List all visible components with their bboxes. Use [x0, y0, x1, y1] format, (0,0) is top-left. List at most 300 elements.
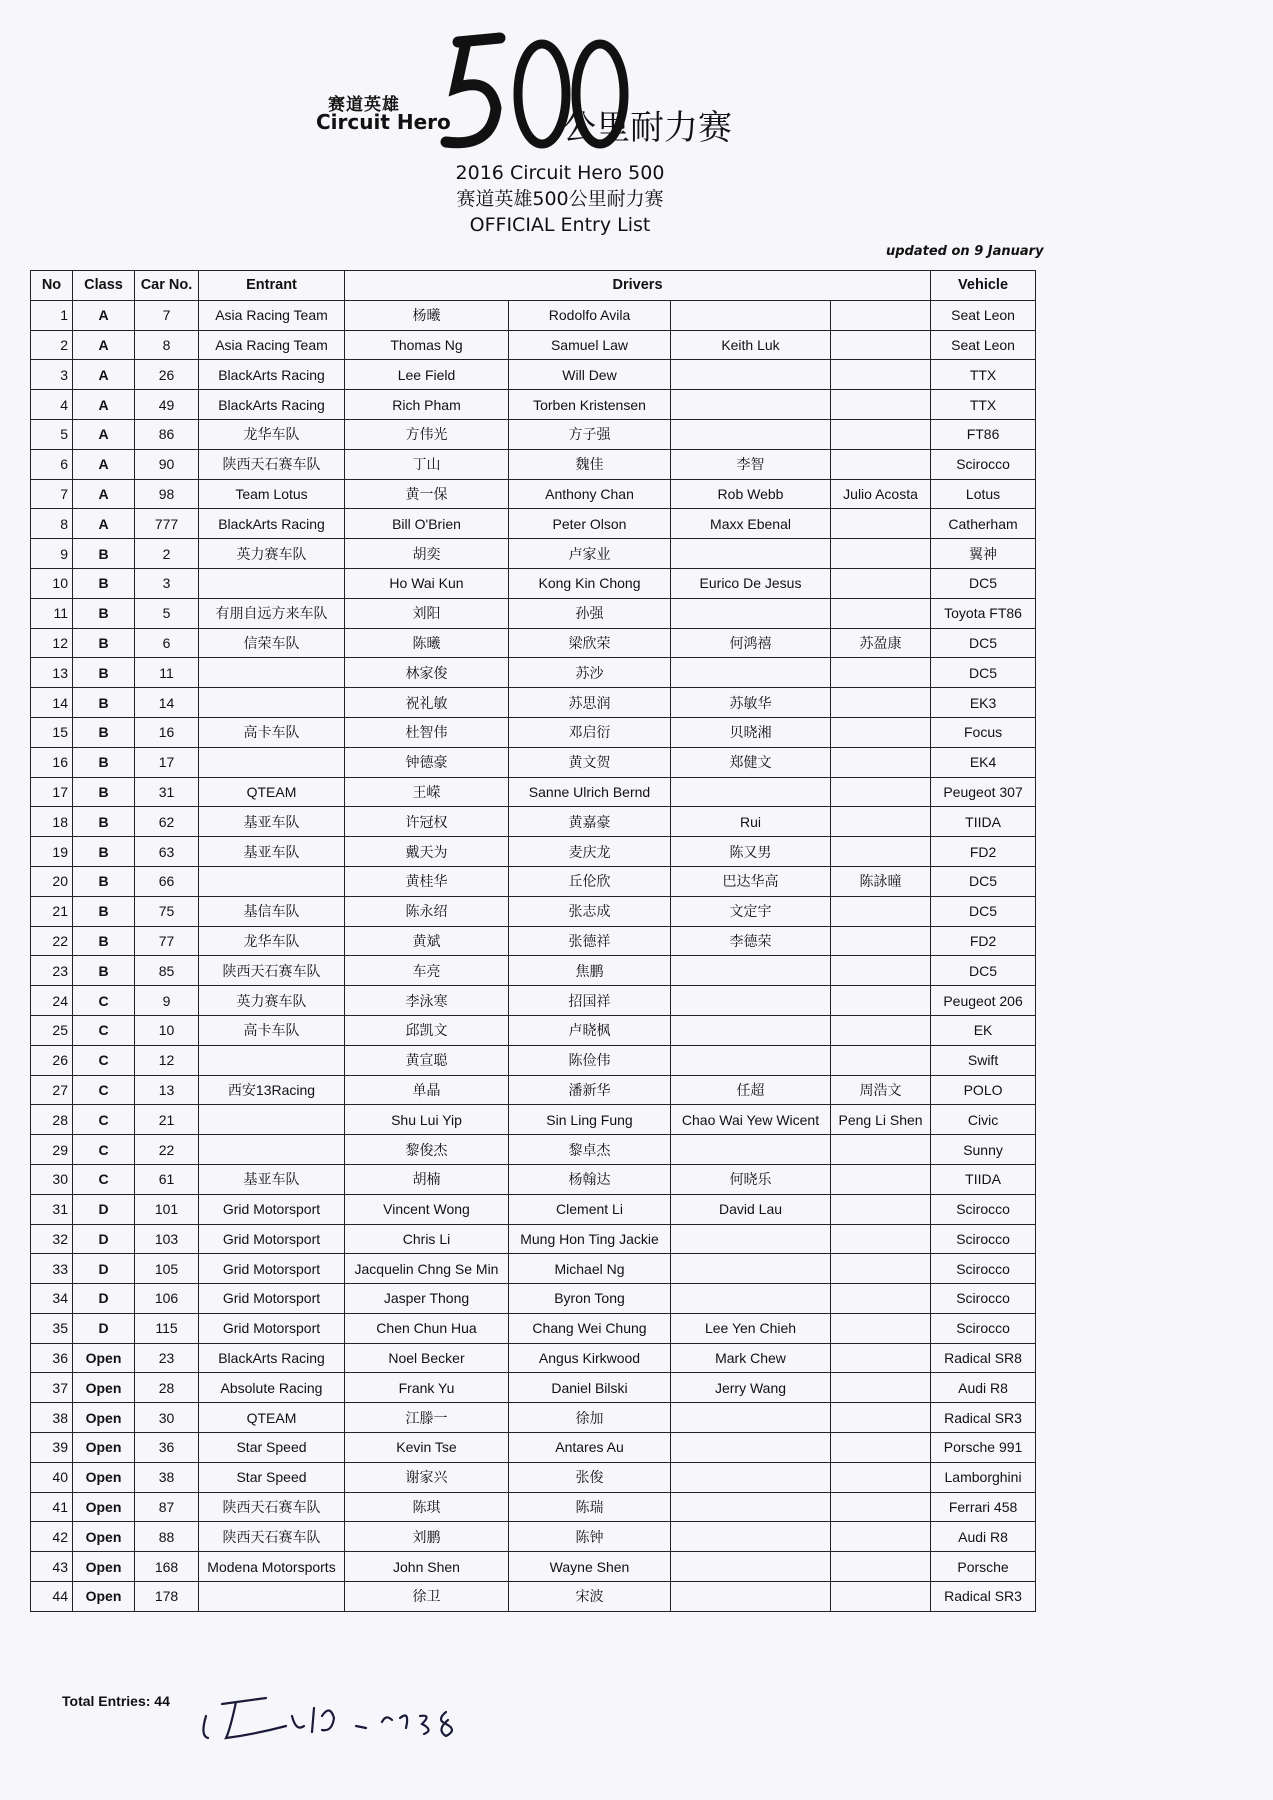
table-row — [31, 1105, 1036, 1135]
cell-driver-1: Bill O'Brien — [345, 509, 509, 539]
cell-car-no: 77 — [135, 926, 199, 956]
cell-vehicle: Civic — [931, 1105, 1036, 1135]
cell-driver-3: 巴达华高 — [671, 866, 831, 896]
cell-class: D — [73, 1313, 135, 1343]
cell-no: 4 — [31, 390, 73, 420]
cell-driver-4 — [831, 539, 931, 569]
cell-vehicle: Peugeot 206 — [931, 986, 1036, 1016]
cell-class: Open — [73, 1462, 135, 1492]
cell-no: 7 — [31, 479, 73, 509]
cell-no: 28 — [31, 1105, 73, 1135]
cell-driver-3: Mark Chew — [671, 1343, 831, 1373]
cell-driver-3: 李德荣 — [671, 926, 831, 956]
cell-car-no: 63 — [135, 837, 199, 867]
table-row — [31, 1582, 1036, 1612]
cell-driver-4 — [831, 568, 931, 598]
cell-entrant: Grid Motorsport — [199, 1224, 345, 1254]
cell-driver-4 — [831, 1045, 931, 1075]
table-row — [31, 1313, 1036, 1343]
cell-driver-1: 陈永绍 — [345, 896, 509, 926]
cell-driver-3: 李智 — [671, 449, 831, 479]
cell-class: A — [73, 449, 135, 479]
cell-class: C — [73, 1135, 135, 1165]
cell-vehicle: Seat Leon — [931, 330, 1036, 360]
cell-driver-2: 黄文贺 — [509, 747, 671, 777]
cell-driver-4 — [831, 1462, 931, 1492]
cell-entrant: Absolute Racing — [199, 1373, 345, 1403]
cell-no: 40 — [31, 1462, 73, 1492]
cell-driver-1: Jasper Thong — [345, 1284, 509, 1314]
cell-driver-4: Julio Acosta — [831, 479, 931, 509]
cell-driver-2: Chang Wei Chung — [509, 1313, 671, 1343]
cell-driver-4 — [831, 449, 931, 479]
cell-driver-3 — [671, 986, 831, 1016]
table-row — [31, 777, 1036, 807]
document-heading — [360, 160, 760, 238]
cell-entrant: 陕西天石赛车队 — [199, 1492, 345, 1522]
cell-car-no: 9 — [135, 986, 199, 1016]
cell-class: Open — [73, 1492, 135, 1522]
cell-car-no: 12 — [135, 1045, 199, 1075]
cell-car-no: 30 — [135, 1403, 199, 1433]
cell-driver-3: 何鸿禧 — [671, 628, 831, 658]
table-row — [31, 688, 1036, 718]
cell-driver-4 — [831, 1492, 931, 1522]
cell-car-no: 28 — [135, 1373, 199, 1403]
cell-class: B — [73, 539, 135, 569]
cell-driver-4 — [831, 419, 931, 449]
cell-entrant: 基信车队 — [199, 896, 345, 926]
cell-driver-2: 丘伦欣 — [509, 866, 671, 896]
cell-entrant: 英力赛车队 — [199, 986, 345, 1016]
cell-car-no: 49 — [135, 390, 199, 420]
header-drivers: Drivers — [345, 271, 931, 301]
cell-no: 5 — [31, 419, 73, 449]
cell-driver-1: 钟德豪 — [345, 747, 509, 777]
cell-entrant: 基亚车队 — [199, 1164, 345, 1194]
cell-car-no: 14 — [135, 688, 199, 718]
cell-entrant: 高卡车队 — [199, 717, 345, 747]
cell-class: B — [73, 568, 135, 598]
cell-no: 39 — [31, 1433, 73, 1463]
cell-driver-4 — [831, 986, 931, 1016]
total-entries: Total Entries: 44 — [62, 1693, 170, 1709]
cell-driver-4 — [831, 777, 931, 807]
cell-entrant: BlackArts Racing — [199, 360, 345, 390]
cell-driver-3: 任超 — [671, 1075, 831, 1105]
cell-car-no: 98 — [135, 479, 199, 509]
cell-car-no: 101 — [135, 1194, 199, 1224]
cell-driver-4 — [831, 1343, 931, 1373]
cell-driver-4: 陈詠曈 — [831, 866, 931, 896]
cell-vehicle: Audi R8 — [931, 1522, 1036, 1552]
cell-no: 8 — [31, 509, 73, 539]
cell-car-no: 178 — [135, 1582, 199, 1612]
cell-class: D — [73, 1254, 135, 1284]
cell-class: C — [73, 1105, 135, 1135]
cell-entrant: 基亚车队 — [199, 807, 345, 837]
cell-car-no: 21 — [135, 1105, 199, 1135]
table-row — [31, 1403, 1036, 1433]
title-entry-list: OFFICIAL Entry List — [469, 214, 651, 236]
cell-vehicle: Scirocco — [931, 1224, 1036, 1254]
cell-no: 16 — [31, 747, 73, 777]
cell-car-no: 75 — [135, 896, 199, 926]
cell-driver-4 — [831, 837, 931, 867]
cell-driver-3 — [671, 1403, 831, 1433]
cell-driver-4 — [831, 390, 931, 420]
cell-driver-4 — [831, 1254, 931, 1284]
cell-no: 12 — [31, 628, 73, 658]
table-row — [31, 300, 1036, 330]
table-row — [31, 568, 1036, 598]
cell-car-no: 26 — [135, 360, 199, 390]
cell-driver-4 — [831, 598, 931, 628]
cell-driver-2: 张志成 — [509, 896, 671, 926]
cell-no: 37 — [31, 1373, 73, 1403]
cell-driver-1: Thomas Ng — [345, 330, 509, 360]
table-row — [31, 419, 1036, 449]
cell-class: Open — [73, 1433, 135, 1463]
cell-driver-3 — [671, 777, 831, 807]
cell-vehicle: TIIDA — [931, 1164, 1036, 1194]
cell-class: C — [73, 1164, 135, 1194]
table-row — [31, 717, 1036, 747]
cell-no: 3 — [31, 360, 73, 390]
cell-car-no: 17 — [135, 747, 199, 777]
cell-driver-1: Jacquelin Chng Se Min — [345, 1254, 509, 1284]
cell-vehicle: DC5 — [931, 866, 1036, 896]
cell-driver-4: 苏盈康 — [831, 628, 931, 658]
cell-driver-1: 胡楠 — [345, 1164, 509, 1194]
table-row — [31, 598, 1036, 628]
cell-no: 11 — [31, 598, 73, 628]
cell-entrant: BlackArts Racing — [199, 390, 345, 420]
cell-driver-1: Shu Lui Yip — [345, 1105, 509, 1135]
cell-driver-1: 徐卫 — [345, 1582, 509, 1612]
cell-driver-3 — [671, 956, 831, 986]
cell-vehicle: DC5 — [931, 568, 1036, 598]
entry-list-table — [30, 270, 1036, 1612]
cell-driver-2: 方子强 — [509, 419, 671, 449]
cell-no: 2 — [31, 330, 73, 360]
cell-driver-3 — [671, 1224, 831, 1254]
table-row — [31, 1135, 1036, 1165]
cell-no: 6 — [31, 449, 73, 479]
cell-entrant: Grid Motorsport — [199, 1254, 345, 1284]
cell-vehicle: POLO — [931, 1075, 1036, 1105]
cell-entrant: 基亚车队 — [199, 837, 345, 867]
cell-driver-1: Chris Li — [345, 1224, 509, 1254]
table-row — [31, 658, 1036, 688]
cell-driver-1: 王嵘 — [345, 777, 509, 807]
cell-vehicle: Porsche — [931, 1552, 1036, 1582]
cell-entrant — [199, 1105, 345, 1135]
cell-driver-4 — [831, 1284, 931, 1314]
cell-driver-4 — [831, 330, 931, 360]
cell-entrant — [199, 1045, 345, 1075]
cell-driver-2: Mung Hon Ting Jackie — [509, 1224, 671, 1254]
title-english: 2016 Circuit Hero 500 — [455, 162, 665, 184]
table-row — [31, 1194, 1036, 1224]
table-row — [31, 1522, 1036, 1552]
cell-vehicle: Radical SR3 — [931, 1403, 1036, 1433]
cell-driver-2: 陈钟 — [509, 1522, 671, 1552]
cell-driver-4 — [831, 1194, 931, 1224]
cell-driver-2: 苏沙 — [509, 658, 671, 688]
cell-driver-1: 李泳寒 — [345, 986, 509, 1016]
cell-entrant: Modena Motorsports — [199, 1552, 345, 1582]
cell-driver-2: 徐加 — [509, 1403, 671, 1433]
cell-class: B — [73, 658, 135, 688]
table-row — [31, 1284, 1036, 1314]
cell-class: B — [73, 956, 135, 986]
cell-driver-3: David Lau — [671, 1194, 831, 1224]
cell-driver-2: 潘新华 — [509, 1075, 671, 1105]
cell-vehicle: Focus — [931, 717, 1036, 747]
cell-driver-3 — [671, 1462, 831, 1492]
cell-driver-3 — [671, 360, 831, 390]
cell-car-no: 36 — [135, 1433, 199, 1463]
cell-class: B — [73, 777, 135, 807]
cell-driver-1: 黄宣聪 — [345, 1045, 509, 1075]
cell-vehicle: EK3 — [931, 688, 1036, 718]
cell-driver-2: Samuel Law — [509, 330, 671, 360]
cell-driver-4 — [831, 717, 931, 747]
cell-driver-1: Rich Pham — [345, 390, 509, 420]
header-vehicle: Vehicle — [931, 271, 1036, 301]
cell-vehicle: EK4 — [931, 747, 1036, 777]
cell-driver-2: 梁欣荣 — [509, 628, 671, 658]
cell-driver-3 — [671, 1284, 831, 1314]
title-chinese: 赛道英雄500公里耐力赛 — [456, 188, 664, 210]
cell-car-no: 90 — [135, 449, 199, 479]
cell-driver-2: 孙强 — [509, 598, 671, 628]
table-row — [31, 1552, 1036, 1582]
cell-no: 19 — [31, 837, 73, 867]
cell-vehicle: Seat Leon — [931, 300, 1036, 330]
cell-vehicle: Audi R8 — [931, 1373, 1036, 1403]
cell-driver-2: 张俊 — [509, 1462, 671, 1492]
cell-driver-2: 招国祥 — [509, 986, 671, 1016]
cell-driver-3 — [671, 1582, 831, 1612]
cell-car-no: 168 — [135, 1552, 199, 1582]
cell-driver-4 — [831, 896, 931, 926]
cell-no: 32 — [31, 1224, 73, 1254]
cell-driver-2: Antares Au — [509, 1433, 671, 1463]
cell-class: C — [73, 986, 135, 1016]
cell-driver-1: 刘鹏 — [345, 1522, 509, 1552]
cell-entrant: Team Lotus — [199, 479, 345, 509]
cell-driver-2: Kong Kin Chong — [509, 568, 671, 598]
cell-driver-3 — [671, 1045, 831, 1075]
cell-no: 42 — [31, 1522, 73, 1552]
cell-driver-2: 卢晓枫 — [509, 1015, 671, 1045]
cell-class: B — [73, 896, 135, 926]
cell-driver-4 — [831, 956, 931, 986]
table-row — [31, 1433, 1036, 1463]
cell-vehicle: Radical SR3 — [931, 1582, 1036, 1612]
cell-driver-3 — [671, 1433, 831, 1463]
cell-car-no: 88 — [135, 1522, 199, 1552]
cell-no: 22 — [31, 926, 73, 956]
cell-entrant: 龙华车队 — [199, 926, 345, 956]
cell-driver-4 — [831, 1373, 931, 1403]
cell-driver-1: 杨曦 — [345, 300, 509, 330]
cell-car-no: 3 — [135, 568, 199, 598]
cell-vehicle: Toyota FT86 — [931, 598, 1036, 628]
cell-driver-4 — [831, 1135, 931, 1165]
cell-class: B — [73, 926, 135, 956]
cell-driver-2: Peter Olson — [509, 509, 671, 539]
cell-class: A — [73, 509, 135, 539]
cell-driver-3 — [671, 539, 831, 569]
cell-entrant — [199, 747, 345, 777]
table-row — [31, 1015, 1036, 1045]
cell-driver-1: 黄斌 — [345, 926, 509, 956]
cell-driver-2: 邓启衍 — [509, 717, 671, 747]
updated-date: updated on 9 January — [886, 244, 1044, 259]
cell-car-no: 23 — [135, 1343, 199, 1373]
cell-driver-2: 麦庆龙 — [509, 837, 671, 867]
cell-vehicle: Peugeot 307 — [931, 777, 1036, 807]
cell-entrant: 英力赛车队 — [199, 539, 345, 569]
cell-vehicle: FT86 — [931, 419, 1036, 449]
cell-no: 18 — [31, 807, 73, 837]
cell-vehicle: Scirocco — [931, 1313, 1036, 1343]
table-row — [31, 866, 1036, 896]
cell-driver-1: 林家俊 — [345, 658, 509, 688]
cell-driver-3 — [671, 658, 831, 688]
cell-driver-4 — [831, 926, 931, 956]
cell-entrant: 陕西天石赛车队 — [199, 1522, 345, 1552]
cell-no: 33 — [31, 1254, 73, 1284]
cell-entrant: 陕西天石赛车队 — [199, 449, 345, 479]
table-row — [31, 896, 1036, 926]
cell-class: Open — [73, 1522, 135, 1552]
table-row — [31, 1045, 1036, 1075]
cell-driver-1: 黄桂华 — [345, 866, 509, 896]
cell-class: A — [73, 300, 135, 330]
cell-car-no: 61 — [135, 1164, 199, 1194]
cell-driver-2: Daniel Bilski — [509, 1373, 671, 1403]
cell-vehicle: Scirocco — [931, 1254, 1036, 1284]
table-row — [31, 628, 1036, 658]
cell-class: B — [73, 866, 135, 896]
cell-class: B — [73, 598, 135, 628]
cell-no: 1 — [31, 300, 73, 330]
cell-vehicle: DC5 — [931, 658, 1036, 688]
cell-car-no: 103 — [135, 1224, 199, 1254]
cell-vehicle: Lamborghini — [931, 1462, 1036, 1492]
cell-vehicle: Catherham — [931, 509, 1036, 539]
cell-car-no: 2 — [135, 539, 199, 569]
cell-driver-3 — [671, 1552, 831, 1582]
cell-driver-1: 车亮 — [345, 956, 509, 986]
header-entrant: Entrant — [199, 271, 345, 301]
cell-vehicle: Porsche 991 — [931, 1433, 1036, 1463]
cell-vehicle: Lotus — [931, 479, 1036, 509]
cell-vehicle: Swift — [931, 1045, 1036, 1075]
cell-class: Open — [73, 1403, 135, 1433]
cell-driver-1: Kevin Tse — [345, 1433, 509, 1463]
cell-driver-3 — [671, 598, 831, 628]
cell-no: 43 — [31, 1552, 73, 1582]
cell-class: B — [73, 628, 135, 658]
cell-vehicle: Scirocco — [931, 1194, 1036, 1224]
cell-driver-2: 卢家业 — [509, 539, 671, 569]
cell-driver-2: 黎卓杰 — [509, 1135, 671, 1165]
cell-driver-4 — [831, 1015, 931, 1045]
cell-car-no: 105 — [135, 1254, 199, 1284]
cell-driver-4: 周浩文 — [831, 1075, 931, 1105]
cell-no: 35 — [31, 1313, 73, 1343]
table-row — [31, 837, 1036, 867]
cell-driver-2: 陈瑞 — [509, 1492, 671, 1522]
cell-driver-2: 宋波 — [509, 1582, 671, 1612]
cell-driver-2: 苏思润 — [509, 688, 671, 718]
cell-driver-2: Anthony Chan — [509, 479, 671, 509]
cell-no: 21 — [31, 896, 73, 926]
cell-no: 25 — [31, 1015, 73, 1045]
cell-driver-2: 魏佳 — [509, 449, 671, 479]
cell-car-no: 87 — [135, 1492, 199, 1522]
cell-vehicle: FD2 — [931, 926, 1036, 956]
cell-entrant: 有朋自远方来车队 — [199, 598, 345, 628]
logo-race-text: 公里耐力赛 — [562, 108, 732, 148]
cell-driver-4 — [831, 1552, 931, 1582]
cell-driver-3: Lee Yen Chieh — [671, 1313, 831, 1343]
cell-driver-3 — [671, 1015, 831, 1045]
cell-vehicle: TTX — [931, 360, 1036, 390]
cell-entrant — [199, 688, 345, 718]
cell-no: 24 — [31, 986, 73, 1016]
cell-driver-2: Sin Ling Fung — [509, 1105, 671, 1135]
logo-english-text: Circuit Hero — [316, 110, 451, 134]
header-no: No — [31, 271, 73, 301]
cell-driver-2: Rodolfo Avila — [509, 300, 671, 330]
cell-driver-2: Torben Kristensen — [509, 390, 671, 420]
cell-driver-1: Chen Chun Hua — [345, 1313, 509, 1343]
cell-class: A — [73, 419, 135, 449]
cell-driver-1: Vincent Wong — [345, 1194, 509, 1224]
cell-vehicle: TTX — [931, 390, 1036, 420]
handwritten-signature — [196, 1686, 476, 1746]
cell-car-no: 85 — [135, 956, 199, 986]
cell-driver-1: Ho Wai Kun — [345, 568, 509, 598]
cell-driver-3: 郑健文 — [671, 747, 831, 777]
table-row — [31, 1492, 1036, 1522]
cell-entrant: BlackArts Racing — [199, 1343, 345, 1373]
cell-vehicle: FD2 — [931, 837, 1036, 867]
cell-class: B — [73, 807, 135, 837]
cell-car-no: 5 — [135, 598, 199, 628]
cell-car-no: 106 — [135, 1284, 199, 1314]
cell-class: A — [73, 330, 135, 360]
cell-class: Open — [73, 1552, 135, 1582]
cell-vehicle: DC5 — [931, 956, 1036, 986]
cell-driver-1: 戴天为 — [345, 837, 509, 867]
logo-chinese-text: 赛道英雄 — [328, 95, 400, 115]
cell-class: A — [73, 360, 135, 390]
cell-no: 23 — [31, 956, 73, 986]
cell-entrant: Asia Racing Team — [199, 330, 345, 360]
cell-entrant: 陕西天石赛车队 — [199, 956, 345, 986]
cell-entrant: Star Speed — [199, 1462, 345, 1492]
cell-car-no: 13 — [135, 1075, 199, 1105]
cell-driver-3: Maxx Ebenal — [671, 509, 831, 539]
cell-driver-2: 杨翰达 — [509, 1164, 671, 1194]
